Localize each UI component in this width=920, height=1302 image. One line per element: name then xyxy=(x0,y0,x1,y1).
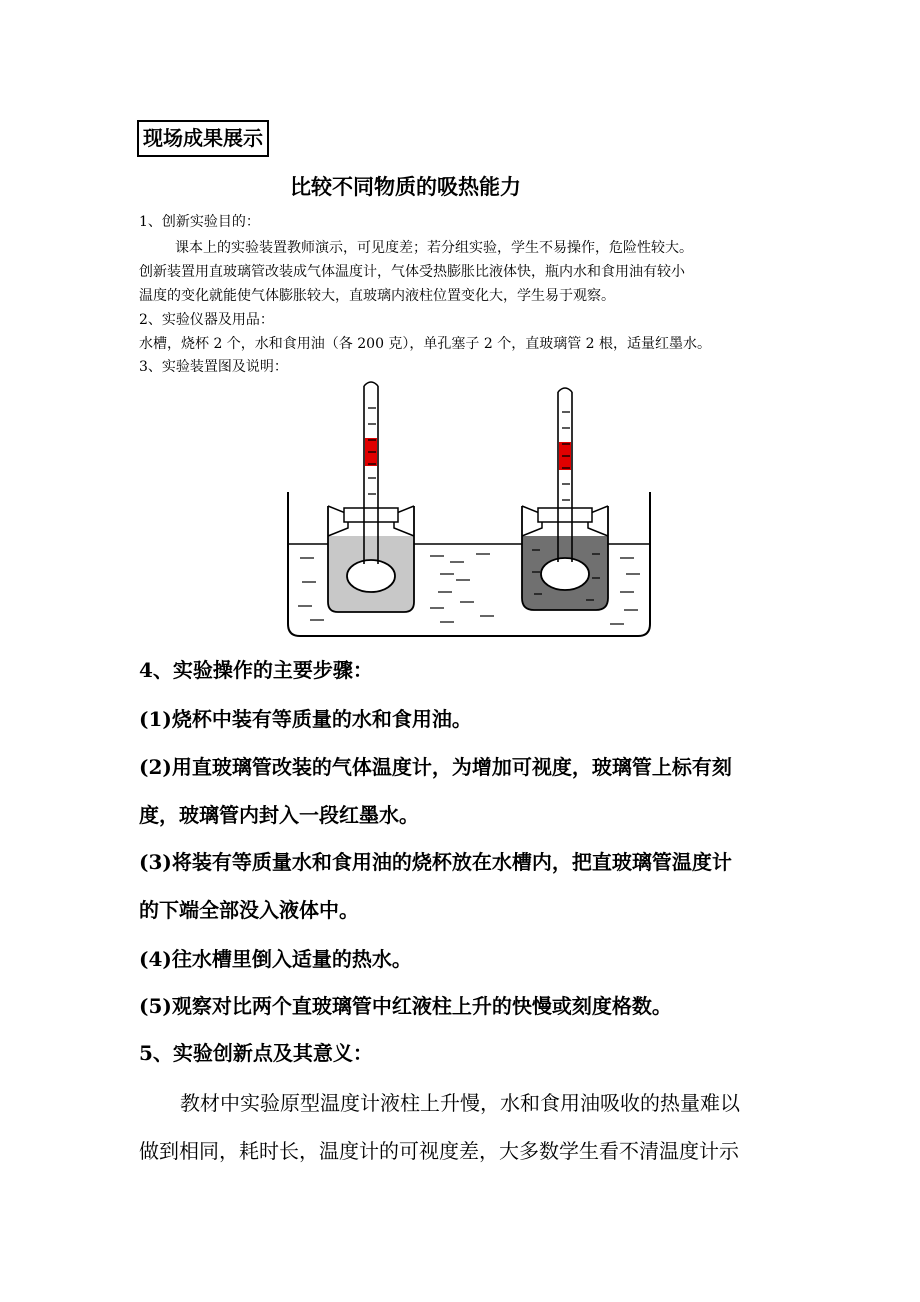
boxed-section-title: 现场成果展示 xyxy=(137,120,269,157)
section2-line: 水槽，烧杯 2 个，水和食用油（各 200 克），单孔塞子 2 个，直玻璃管 2 根，适量红墨水。 xyxy=(139,336,712,352)
section1-line-1: 课本上的实验装置教师演示，可见度差；若分组实验，学生不易操作，危险性较大。 xyxy=(175,240,693,256)
step-3-line-2: 的下端全部没入液体中。 xyxy=(139,898,359,922)
step-3-line-1: (3)将装有等质量水和食用油的烧杯放在水槽内，把直玻璃管温度计 xyxy=(139,850,732,874)
step-2-line-2: 度，玻璃管内封入一段红墨水。 xyxy=(139,803,419,827)
right-stopper xyxy=(538,508,592,522)
section5-heading: 5、实验创新点及其意义： xyxy=(139,1041,373,1065)
section5-line-2: 做到相同，耗时长，温度计的可视度差，大多数学生看不清温度计示 xyxy=(139,1139,739,1163)
apparatus-diagram xyxy=(280,378,660,640)
oil-beaker xyxy=(522,506,608,610)
step-5: (5)观察对比两个直玻璃管中红液柱上升的快慢或刻度格数。 xyxy=(139,994,672,1018)
section1-line-3: 温度的变化就能使气体膨胀较大，直玻璃内液柱位置变化大，学生易于观察。 xyxy=(139,288,615,304)
left-stopper xyxy=(344,508,398,522)
section3-heading: 3、实验装置图及说明： xyxy=(139,359,288,375)
water-beaker xyxy=(328,506,414,612)
left-tube-bulb xyxy=(347,560,395,592)
step-4: (4)往水槽里倒入适量的热水。 xyxy=(139,947,412,971)
page-title: 比较不同物质的吸热能力 xyxy=(290,175,521,199)
section4-heading: 4、实验操作的主要步骤： xyxy=(139,658,373,682)
step-2-line-1: (2)用直玻璃管改装的气体温度计，为增加可视度，玻璃管上标有刻 xyxy=(139,755,732,779)
right-tube-bulb xyxy=(541,558,589,590)
section2-heading: 2、实验仪器及用品： xyxy=(139,312,274,328)
section1-line-2: 创新装置用直玻璃管改装成气体温度计，气体受热膨胀比液体快，瓶内水和食用油有较小 xyxy=(139,264,685,280)
section1-heading: 1、创新实验目的： xyxy=(139,214,260,230)
right-glass-tube xyxy=(558,388,572,562)
section5-line-1: 教材中实验原型温度计液柱上升慢，水和食用油吸收的热量难以 xyxy=(180,1091,740,1115)
step-1: (1)烧杯中装有等质量的水和食用油。 xyxy=(139,707,472,731)
